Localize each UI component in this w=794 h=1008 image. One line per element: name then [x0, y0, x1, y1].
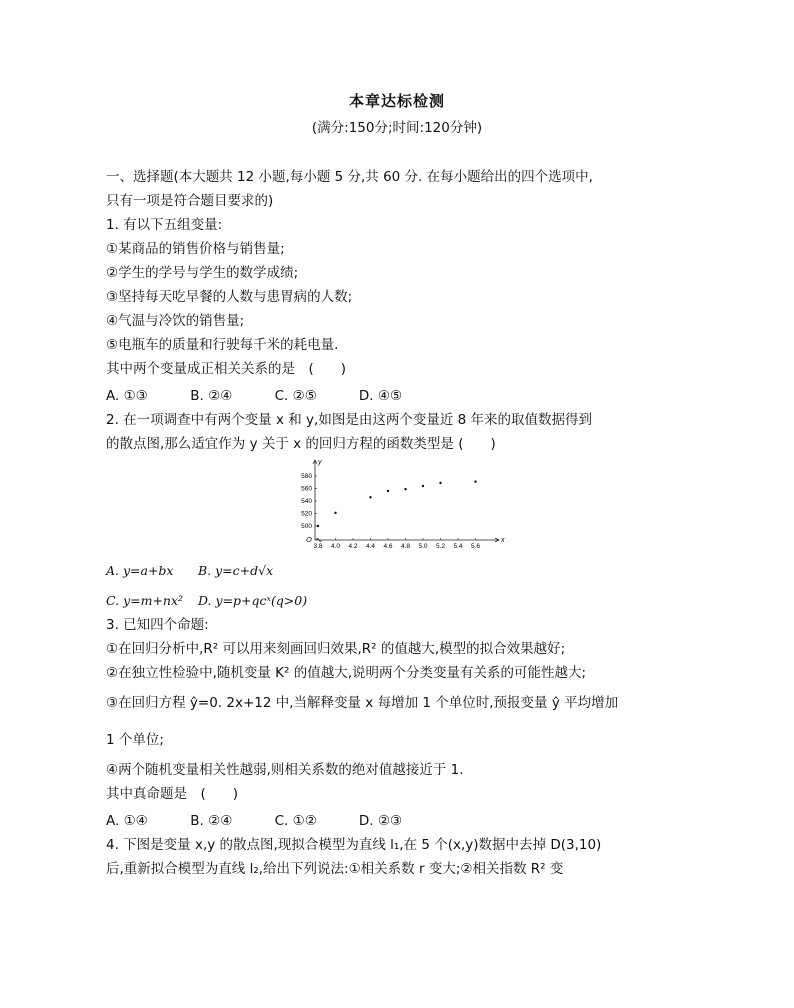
data-point	[474, 480, 476, 482]
x-tick-label: 4.2	[348, 543, 358, 550]
y-tick-label: 580	[301, 473, 312, 481]
q3-option-b: B. ②④	[190, 813, 233, 829]
x-tick-label: 4.4	[365, 543, 376, 550]
q3-option-d: D. ②③	[358, 813, 403, 829]
x-tick-label: 3.8	[313, 543, 323, 550]
chart-ticks	[301, 473, 480, 550]
x-tick-label: 4.6	[383, 543, 393, 550]
q1-item-3: ③坚持每天吃早餐的人数与患胃病的人数;	[106, 289, 353, 305]
q1-option-b: B. ②④	[190, 388, 233, 404]
section-header-line1: 一、选择题(本大题共 12 小题,每小题 5 分,共 60 分. 在每小题给出的四个选项中,	[106, 169, 593, 185]
chart-points	[317, 480, 477, 527]
x-axis-label: x	[501, 537, 505, 544]
q3-option-c: C. ①②	[274, 813, 317, 829]
x-tick-label: 4.8	[400, 543, 411, 550]
scatter-chart	[285, 456, 515, 556]
q3-question: 其中真命题是 ( )	[106, 786, 239, 802]
q1-item-1: ①某商品的销售价格与销售量;	[106, 241, 285, 257]
x-tick-label: 5.2	[435, 543, 446, 550]
q1-options	[106, 387, 402, 405]
q3-stem: 3. 已知四个命题:	[106, 617, 209, 633]
x-tick-label: 4.0	[330, 543, 341, 550]
chart-axes	[306, 459, 505, 544]
q2-line1: 2. 在一项调查中有两个变量 x 和 y,如图是由这两个变量近 8 年来的取值数据得到	[106, 412, 592, 428]
y-tick-label: 500	[301, 523, 312, 531]
x-tick-label: 5.0	[418, 543, 428, 550]
data-point	[369, 496, 371, 498]
q2-options-row1	[106, 562, 273, 580]
data-point	[422, 485, 424, 487]
q3-item-2: ②在独立性检验中,随机变量 K² 的值越大,说明两个分类变量有关系的可能性越大;	[106, 665, 587, 681]
x-tick-label: 5.4	[453, 543, 463, 550]
q2-option-b: B. y=c+d√x	[197, 563, 274, 578]
q3-options	[106, 812, 402, 830]
q2-option-c: C. y=m+nx²	[106, 593, 184, 608]
q4-line1: 4. 下图是变量 x,y 的散点图,现拟合模型为直线 l₁,在 5 个(x,y)数据中去掉 D(3,10)	[106, 837, 602, 853]
page-title: 本章达标检测	[348, 92, 445, 110]
data-point	[439, 482, 441, 484]
data-point	[334, 512, 336, 514]
q1-option-a: A. ①③	[106, 388, 148, 404]
q2-options-row2	[106, 592, 307, 610]
q1-item-5: ⑤电瓶车的质量和行驶每千米的耗电量.	[106, 337, 339, 353]
origin-label: O	[306, 535, 312, 544]
q3-item-3-cont: 1 个单位;	[106, 732, 164, 748]
q2-option-d: D. y=p+qcˣ(q>0)	[197, 593, 308, 608]
q1-question: 其中两个变量成正相关关系的是 ( )	[106, 361, 347, 377]
q1-stem: 1. 有以下五组变量:	[106, 217, 223, 233]
y-tick-label: 560	[301, 485, 312, 493]
data-point	[317, 525, 319, 527]
q1-item-4: ④气温与冷饮的销售量;	[106, 313, 245, 329]
page-subtitle: (满分:150分;时间:120分钟)	[311, 120, 483, 136]
q2-line2: 的散点图,那么适宜作为 y 关于 x 的回归方程的函数类型是 ( )	[106, 436, 496, 452]
q1-option-d: D. ④⑤	[358, 388, 403, 404]
q3-option-a: A. ①④	[106, 813, 148, 829]
y-tick-label: 540	[301, 498, 312, 506]
data-point	[387, 490, 389, 492]
q3-item-4: ④两个随机变量相关性越弱,则相关系数的绝对值越接近于 1.	[106, 762, 464, 778]
y-tick-label: 520	[301, 510, 312, 518]
q1-option-c: C. ②⑤	[274, 388, 317, 404]
q3-item-1: ①在回归分析中,R² 可以用来刻画回归效果,R² 的值越大,模型的拟合效果越好;	[106, 641, 566, 657]
x-tick-label: 5.6	[470, 543, 481, 550]
data-point	[404, 488, 406, 490]
q3-item-3: ③在回归方程 ŷ=0. 2x+12 中,当解释变量 x 每增加 1 个单位时,预报变量 ŷ 平均增加	[106, 695, 619, 711]
q1-item-2: ②学生的学号与学生的数学成绩;	[106, 265, 299, 281]
q2-option-a: A. y=a+bx	[106, 563, 174, 578]
y-axis-label: y	[318, 459, 322, 466]
section-header-line2: 只有一项是符合题目要求的)	[106, 193, 274, 209]
q4-line2: 后,重新拟合模型为直线 l₂,给出下列说法:①相关系数 r 变大;②相关指数 R² 变	[106, 861, 564, 877]
